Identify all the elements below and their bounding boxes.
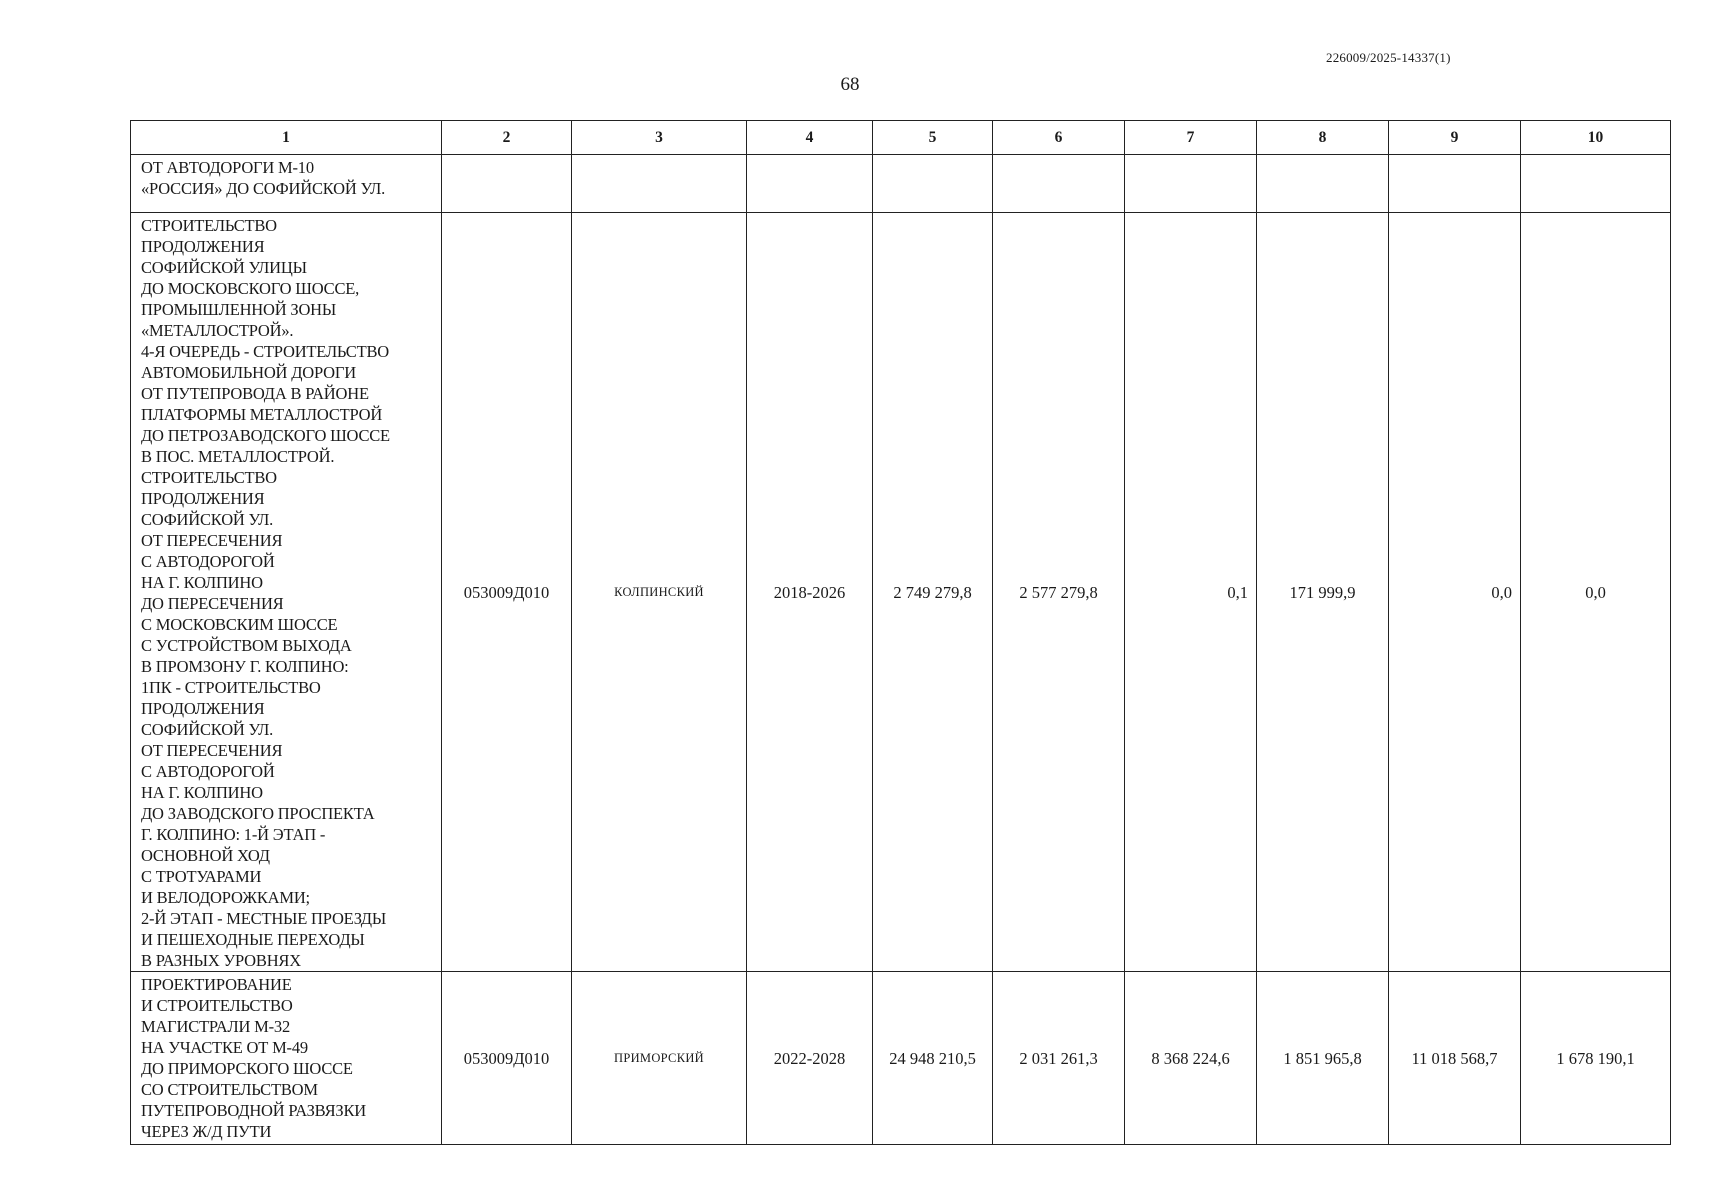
page-number: 68	[840, 74, 860, 95]
code-cell: 053009Д010	[442, 213, 572, 972]
column-header: 9	[1389, 121, 1521, 155]
column-header: 6	[993, 121, 1125, 155]
value-cell: 0,0	[1521, 213, 1671, 972]
period-cell	[747, 155, 873, 213]
code-cell	[442, 155, 572, 213]
project-name-cell: ПРОЕКТИРОВАНИЕ И СТРОИТЕЛЬСТВО МАГИСТРАЛИ М-32 НА УЧАСТКЕ ОТ М-49 ДО ПРИМОРСКОГО ШОССЕ СО СТРОИТЕЛЬСТВОМ ПУТЕПРОВОДНОЙ РАЗВЯЗКИ ЧЕРЕЗ Ж/Д ПУТИ	[131, 972, 442, 1145]
investment-table	[130, 120, 1671, 1145]
value-cell: 1 851 965,8	[1257, 972, 1389, 1145]
table-row	[131, 972, 1671, 1145]
value-cell: 2 749 279,8	[873, 213, 993, 972]
district-cell	[572, 155, 747, 213]
document-id: 226009/2025-14337(1)	[1326, 50, 1451, 65]
period-cell: 2022-2028	[747, 972, 873, 1145]
column-header: 5	[873, 121, 993, 155]
table-row	[131, 213, 1671, 972]
value-cell: 1 678 190,1	[1521, 972, 1671, 1145]
value-cell	[1389, 155, 1521, 213]
value-cell: 8 368 224,6	[1125, 972, 1257, 1145]
column-header: 1	[131, 121, 442, 155]
district-cell: ПРИМОРСКИЙ	[572, 972, 747, 1145]
value-cell: 11 018 568,7	[1389, 972, 1521, 1145]
value-cell: 2 031 261,3	[993, 972, 1125, 1145]
table-header-row	[131, 121, 1671, 155]
project-name-cell: СТРОИТЕЛЬСТВО ПРОДОЛЖЕНИЯ СОФИЙСКОЙ УЛИЦЫ ДО МОСКОВСКОГО ШОССЕ, ПРОМЫШЛЕННОЙ ЗОНЫ «МЕТАЛЛОСТРОЙ». 4-Я ОЧЕРЕДЬ - СТРОИТЕЛЬСТВО АВТОМОБИЛЬНОЙ ДОРОГИ ОТ ПУТЕПРОВОДА В РАЙОНЕ ПЛАТФОРМЫ МЕТАЛЛОСТРОЙ ДО ПЕТРОЗАВОДСКОГО ШОССЕ В ПОС. МЕТАЛЛОСТРОЙ. СТРОИТЕЛЬСТВО ПРОДОЛЖЕНИЯ СОФИЙСКОЙ УЛ. ОТ ПЕРЕСЕЧЕНИЯ С АВТОДОРОГОЙ НА Г. КОЛПИНО ДО ПЕРЕСЕЧЕНИЯ С МОСКОВСКИМ ШОССЕ С УСТРОЙСТВОМ ВЫХОДА В ПРОМЗОНУ Г. КОЛПИНО: 1ПК - СТРОИТЕЛЬСТВО ПРОДОЛЖЕНИЯ СОФИЙСКОЙ УЛ. ОТ ПЕРЕСЕЧЕНИЯ С АВТОДОРОГОЙ НА Г. КОЛПИНО ДО ЗАВОДСКОГО ПРОСПЕКТА Г. КОЛПИНО: 1-Й ЭТАП - ОСНОВНОЙ ХОД С ТРОТУАРАМИ И ВЕЛОДОРОЖКАМИ; 2-Й ЭТАП - МЕСТНЫЕ ПРОЕЗДЫ И ПЕШЕХОДНЫЕ ПЕРЕХОДЫ В РАЗНЫХ УРОВНЯХ	[131, 213, 442, 972]
district-cell: КОЛПИНСКИЙ	[572, 213, 747, 972]
code-cell: 053009Д010	[442, 972, 572, 1145]
value-cell	[993, 155, 1125, 213]
value-cell	[1257, 155, 1389, 213]
column-header: 8	[1257, 121, 1389, 155]
value-cell	[1521, 155, 1671, 213]
project-name-cell: ОТ АВТОДОРОГИ М-10 «РОССИЯ» ДО СОФИЙСКОЙ УЛ.	[131, 155, 442, 213]
value-cell	[1125, 155, 1257, 213]
value-cell: 0,0	[1389, 213, 1521, 972]
period-cell: 2018-2026	[747, 213, 873, 972]
column-header: 3	[572, 121, 747, 155]
column-header: 7	[1125, 121, 1257, 155]
column-header: 2	[442, 121, 572, 155]
value-cell: 171 999,9	[1257, 213, 1389, 972]
table-row	[131, 155, 1671, 213]
value-cell: 24 948 210,5	[873, 972, 993, 1145]
value-cell: 2 577 279,8	[993, 213, 1125, 972]
column-header: 4	[747, 121, 873, 155]
column-header: 10	[1521, 121, 1671, 155]
value-cell	[873, 155, 993, 213]
value-cell: 0,1	[1125, 213, 1257, 972]
